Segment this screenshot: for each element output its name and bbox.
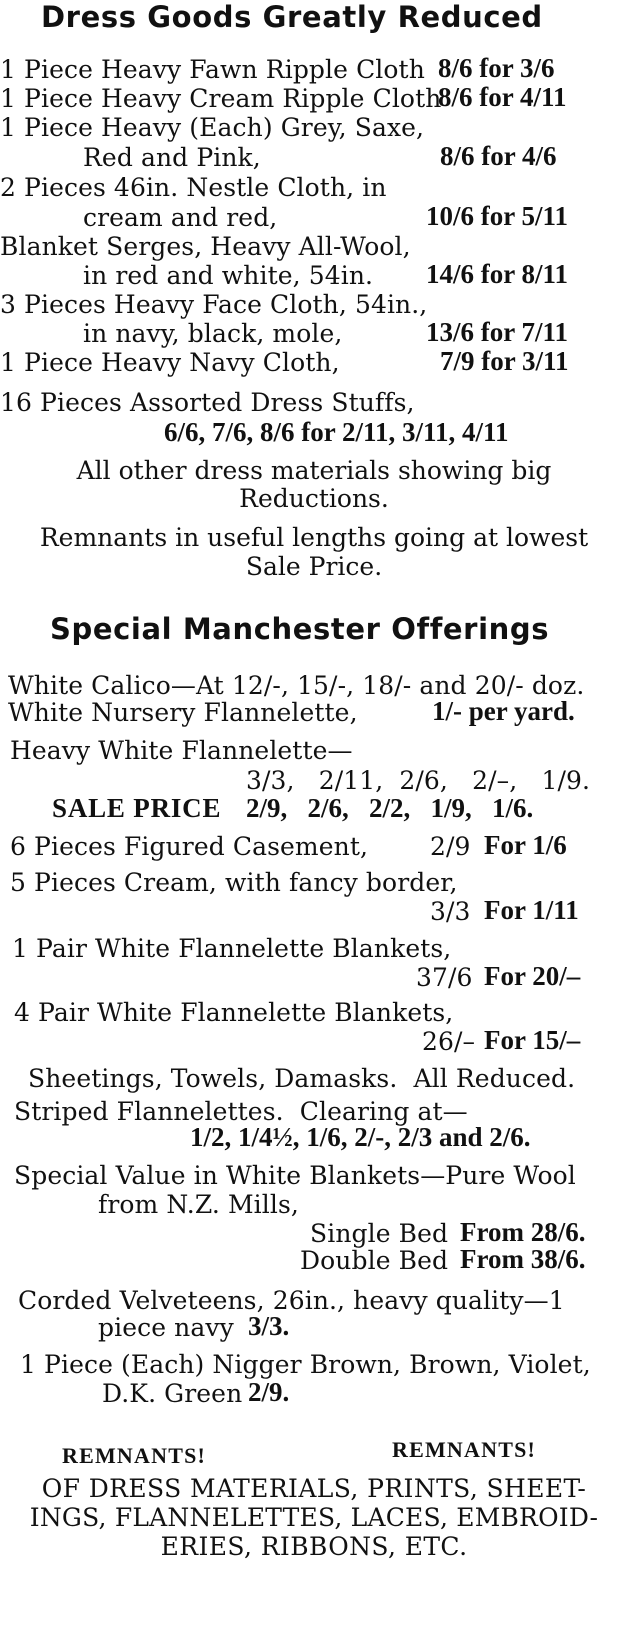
casement-was: 2/9	[430, 832, 471, 861]
casement-now: For 1/6	[484, 830, 567, 860]
item-price: 6/6, 7/6, 8/6 for 2/11, 3/11, 4/11	[164, 417, 509, 447]
pair1-now: For 20/–	[484, 961, 581, 991]
item-text: cream and red,	[83, 203, 278, 232]
remnants-line: ERIES, RIBBONS, ETC.	[160, 1532, 468, 1561]
pair4-text: 4 Pair White Flannelette Blankets,	[14, 998, 454, 1027]
heavy-text: Heavy White Flannelette—	[10, 736, 353, 765]
note-line: Reductions.	[239, 484, 389, 513]
item-text: 2 Pieces 46in. Nestle Cloth, in	[0, 173, 387, 202]
item-text: Red and Pink,	[83, 143, 261, 172]
double-bed-label: Double Bed	[300, 1246, 449, 1275]
striped-prices: 1/2, 1/4½, 1/6, 2/-, 2/3 and 2/6.	[190, 1122, 531, 1152]
cream-text: 5 Pieces Cream, with fancy border,	[10, 868, 458, 897]
sale-prices: 2/9, 2/6, 2/2, 1/9, 1/6.	[246, 793, 534, 823]
item-text: 16 Pieces Assorted Dress Stuffs,	[0, 388, 415, 417]
item-text: 1 Piece Heavy (Each) Grey, Saxe,	[0, 113, 425, 142]
brown-text: 1 Piece (Each) Nigger Brown, Brown, Violet,	[20, 1350, 591, 1379]
cream-was: 3/3	[430, 897, 471, 926]
corded-text: Corded Velveteens, 26in., heavy quality—1	[18, 1286, 565, 1315]
remnants-left: REMNANTS!	[62, 1443, 207, 1468]
corded-text: piece navy	[98, 1313, 234, 1342]
item-price: 10/6 for 5/11	[426, 201, 569, 231]
cream-now: For 1/11	[484, 895, 579, 925]
item-price: 8/6 for 4/6	[440, 141, 557, 171]
single-bed-price: From 28/6.	[460, 1217, 586, 1247]
item-text: 1 Piece Heavy Navy Cloth,	[0, 348, 340, 377]
note-line: Remnants in useful lengths going at lowest	[39, 523, 589, 552]
remnants-line: OF DRESS MATERIALS, PRINTS, SHEET-	[41, 1474, 587, 1503]
item-price: 7/9 for 3/11	[440, 346, 569, 376]
item-text: in red and white, 54in.	[83, 261, 374, 290]
item-price: 13/6 for 7/11	[426, 317, 569, 347]
sale-price-label: SALE PRICE	[52, 793, 222, 823]
casement-text: 6 Pieces Figured Casement,	[10, 832, 369, 861]
pair1-was: 37/6	[416, 963, 473, 992]
item-price: 8/6 for 3/6	[438, 53, 555, 83]
nursery-price: 1/- per yard.	[432, 696, 575, 726]
note-line: Sale Price.	[245, 552, 383, 581]
calico-line: White Calico—At 12/-, 15/-, 18/- and 20/- doz.	[8, 671, 585, 700]
nursery-text: White Nursery Flannelette,	[8, 698, 358, 727]
heavy-prices: 3/3, 2/11, 2/6, 2/–, 1/9.	[246, 766, 591, 795]
item-price: 14/6 for 8/11	[426, 259, 569, 289]
item-price: 8/6 for 4/11	[438, 82, 567, 112]
blankets-text: Special Value in White Blankets—Pure Wool	[14, 1161, 576, 1190]
corded-price: 3/3.	[248, 1311, 290, 1341]
note-line: All other dress materials showing big	[76, 456, 552, 485]
remnants-line: INGS, FLANNELETTES, LACES, EMBROID-	[29, 1503, 599, 1532]
remnants-right: REMNANTS!	[392, 1437, 537, 1462]
single-bed-label: Single Bed	[310, 1219, 449, 1248]
item-text: 3 Pieces Heavy Face Cloth, 54in.,	[0, 290, 428, 319]
sheetings-line: Sheetings, Towels, Damasks. All Reduced.	[28, 1064, 576, 1093]
item-text: in navy, black, mole,	[83, 319, 343, 348]
section-heading-dress-goods: Dress Goods Greatly Reduced	[41, 0, 543, 34]
striped-text: Striped Flannelettes. Clearing at—	[14, 1097, 468, 1126]
item-text: 1 Piece Heavy Cream Ripple Cloth	[0, 84, 442, 113]
brown-price: 2/9.	[248, 1377, 290, 1407]
section-heading-manchester: Special Manchester Offerings	[50, 612, 550, 646]
blankets-text: from N.Z. Mills,	[98, 1190, 299, 1219]
brown-text: D.K. Green	[102, 1379, 243, 1408]
item-text: Blanket Serges, Heavy All-Wool,	[0, 232, 411, 261]
pair1-text: 1 Pair White Flannelette Blankets,	[12, 934, 452, 963]
double-bed-price: From 38/6.	[460, 1244, 586, 1274]
pair4-was: 26/–	[422, 1027, 476, 1056]
pair4-now: For 15/–	[484, 1025, 581, 1055]
item-text: 1 Piece Heavy Fawn Ripple Cloth	[0, 55, 425, 84]
